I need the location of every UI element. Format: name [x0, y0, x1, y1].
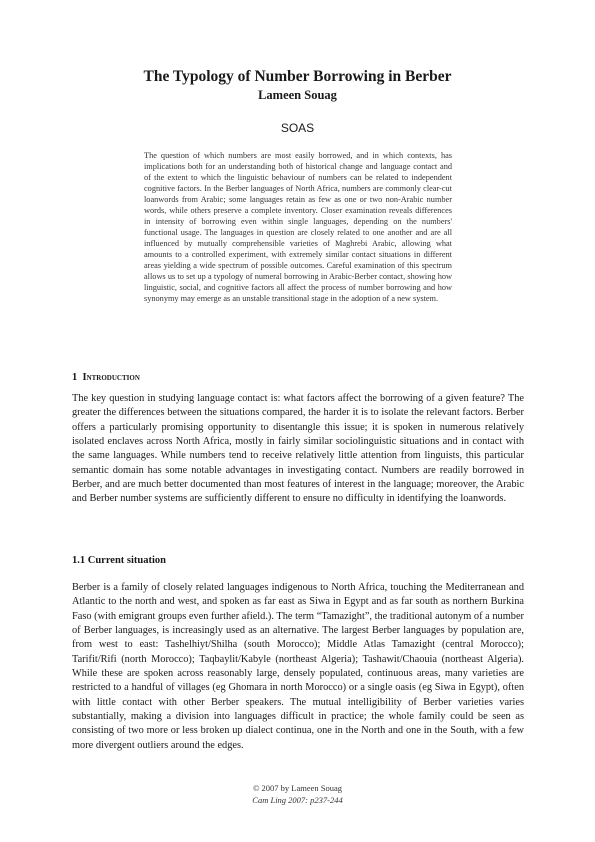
section-title: Introduction	[82, 372, 140, 383]
abstract: The question of which numbers are most easily borrowed, and in which contexts, has implications both for an understanding both of historical change and language contact and of the extent to which the linguistic behaviour of numbers can be related to independent cognitive factors. In the Berber languages of North Africa, numbers are commonly clear-cut loanwords from Arabic; some languages retain as few as one or two non-Arabic number words, while others preserve a complete inventory. Closer examination reveals differences in intensity of borrowing even within single languages, depending on the numbers' functional usage. The languages in question are closely related to one another and are all influenced by mutually comprehensible varieties of Maghrebi Arabic, allowing what amounts to a controlled experiment, with extremely similar contact situations in different areas yielding a wide spectrum of possible outcomes. Careful examination of this spectrum allows us to set up a typology of numeral borrowing in Arabic-Berber contact, showing how linguistic, social, and cognitive factors all affect the process of number borrowing and how synonymy may emerge as an unstable transitional stage in the adoption of a new system.	[144, 151, 452, 303]
section-heading-introduction	[72, 372, 140, 383]
footer-citation: Cam Ling 2007: p237-244	[252, 795, 343, 805]
section-heading-current-situation	[72, 555, 166, 566]
introduction-paragraph: The key question in studying language contact is: what factors affect the borrowing of a given feature? The greater the differences between the situations compared, the harder it is to isolate the relevant factors. Berber offers a particularly promising opportunity to disentangle this issue; it is spoken in numerous relatively isolated enclaves across North Africa, mostly in fairly similar sociolinguistic situations and in contact with the same languages. While numbers tend to receive relatively little attention from linguists, this particular semantic domain has some notable advantages in investigating contact. Numbers are readily borrowed in Berber, and are much better documented than most features of interest in the language; moreover, the Arabic and Berber number systems are sufficiently different to ensure no difficulty in identifying the loanwords.	[72, 393, 524, 505]
author-name: Lameen Souag	[258, 88, 337, 102]
section-number: 1	[72, 372, 78, 383]
section-number: 1.1	[72, 555, 86, 566]
paper-title: The Typology of Number Borrowing in Berber	[143, 68, 452, 86]
author-affiliation: SOAS	[280, 121, 315, 135]
footer-copyright: © 2007 by Lameen Souag	[252, 783, 343, 793]
section-title: Current situation	[87, 555, 167, 566]
current-situation-paragraph: Berber is a family of closely related languages indigenous to North Africa, touching the Mediterranean and Atlantic to the north and west, and spoken as far east as Siwa in Egypt and as far south as northern Burkina Faso (with emigrant groups even further afield.). The term “Tamazight”, the traditional autonym of a number of Berber languages, is increasingly used as an alternative. The largest Berber languages by population are, from west to east: Tashelhiyt/Shilha (south Morocco); Middle Atlas Tamazight (central Morocco); Tarifit/Rifi (north Morocco); Taqbaylit/Kabyle (northeast Algeria); Tashawit/Chaouia (northeast Algeria). While these are spoken across reasonably large, densely populated, continuous areas, many varieties are restricted to a handful of villages (eg Ghomara in north Morocco) or a single oasis (eg Siwa in Egypt), often with little contact with other Berber speakers. The mutual intelligibility of Berber varieties varies substantially, making a division into languages difficult in practice; the whole family could be seen as consisting of two more or less broken up dialect continua, one in the North and one in the South, with a few more divergent outliers around the edges.	[72, 582, 524, 751]
